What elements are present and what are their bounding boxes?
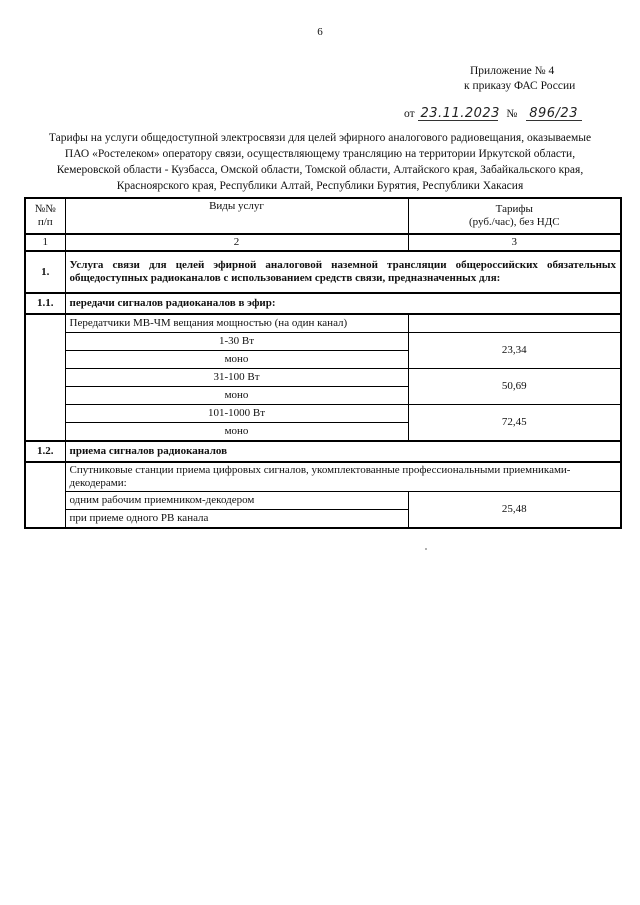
column-number-2: 2 (65, 234, 408, 251)
title-line-3: Кемеровской области - Кузбасса, Омской области, Томской области, Алтайского края, Забайкальского края, (56, 164, 584, 176)
mode-label: моно (65, 351, 408, 369)
number-sign: № (506, 108, 518, 120)
order-date: 23.11.2023 (418, 107, 498, 121)
transmitters-row (25, 314, 621, 333)
transmitters-label: Передатчики МВ-ЧМ вещания мощностью (на один канал) (65, 314, 408, 333)
order-number: 896/23 (526, 107, 582, 121)
from-label: от (404, 108, 415, 120)
transmitters-tariff-blank (408, 314, 621, 333)
tariff-table (24, 197, 622, 529)
header-tariff-line1: Тарифы (495, 203, 533, 215)
section-1-1-blank (25, 314, 65, 441)
table-header-row (25, 198, 621, 234)
stations-row (25, 462, 621, 492)
page-number: 6 (317, 26, 323, 38)
power-range: 31-100 Вт (65, 369, 408, 387)
tariff-value: 72,45 (408, 405, 621, 442)
channel-row-label: при приеме одного РВ канала (65, 510, 408, 529)
stations-label: Спутниковые станции приема цифровых сигналов, укомплектованные профессиональными приемниками-декодерами: (65, 462, 621, 492)
section-1-2-text: приема сигналов радиоканалов (65, 441, 621, 462)
scan-speck (425, 548, 427, 550)
section-1-1-number: 1.1. (25, 293, 65, 314)
header-services-cell: Виды услуг (65, 198, 408, 234)
order-reference (404, 107, 582, 121)
mode-label: моно (65, 387, 408, 405)
tariff-value: 23,34 (408, 333, 621, 369)
section-1-2-number: 1.2. (25, 441, 65, 462)
column-number-1: 1 (25, 234, 65, 251)
section-1-2-blank (25, 462, 65, 528)
table-row (25, 369, 621, 387)
section-1-number: 1. (25, 251, 65, 293)
table-row (25, 492, 621, 510)
table-row (25, 333, 621, 351)
power-range: 1-30 Вт (65, 333, 408, 351)
header-number-line1: №№ (34, 203, 56, 215)
header-number-cell (25, 198, 65, 234)
section-1-1-text: передачи сигналов радиоканалов в эфир: (65, 293, 621, 314)
column-number-3: 3 (408, 234, 621, 251)
header-number-line2: п/п (37, 216, 53, 228)
title-line-4: Красноярского края, Республики Алтай, Республики Бурятия, Республики Хакасия (116, 180, 524, 192)
header-tariff-line2: (руб./час), без НДС (468, 216, 560, 228)
section-1-row (25, 251, 621, 293)
mode-label: моно (65, 423, 408, 442)
tariff-value: 50,69 (408, 369, 621, 405)
appendix-line-2: к приказу ФАС России (464, 80, 576, 92)
appendix-header (464, 64, 576, 94)
section-1-1-row (25, 293, 621, 314)
header-tariff-cell (408, 198, 621, 234)
section-1-2-row (25, 441, 621, 462)
title-line-2: ПАО «Ростелеком» оператору связи, осуществляющему трансляцию на территории Иркутской области, (64, 148, 576, 160)
tariff-value: 25,48 (408, 492, 621, 529)
power-range: 101-1000 Вт (65, 405, 408, 423)
document-title (26, 130, 614, 194)
receiver-row-label: одним рабочим приемником-декодером (65, 492, 408, 510)
title-line-1: Тарифы на услуги общедоступной электросвязи для целей эфирного аналогового радиовещания, оказываемые (48, 132, 592, 144)
section-1-text: Услуга связи для целей эфирной аналоговой наземной трансляции общероссийских обязательных общедоступных радиоканалов с использованием средств связи, предназначенных для: (65, 251, 621, 293)
appendix-line-1: Приложение № 4 (470, 65, 555, 77)
column-number-row (25, 234, 621, 251)
table-row (25, 405, 621, 423)
